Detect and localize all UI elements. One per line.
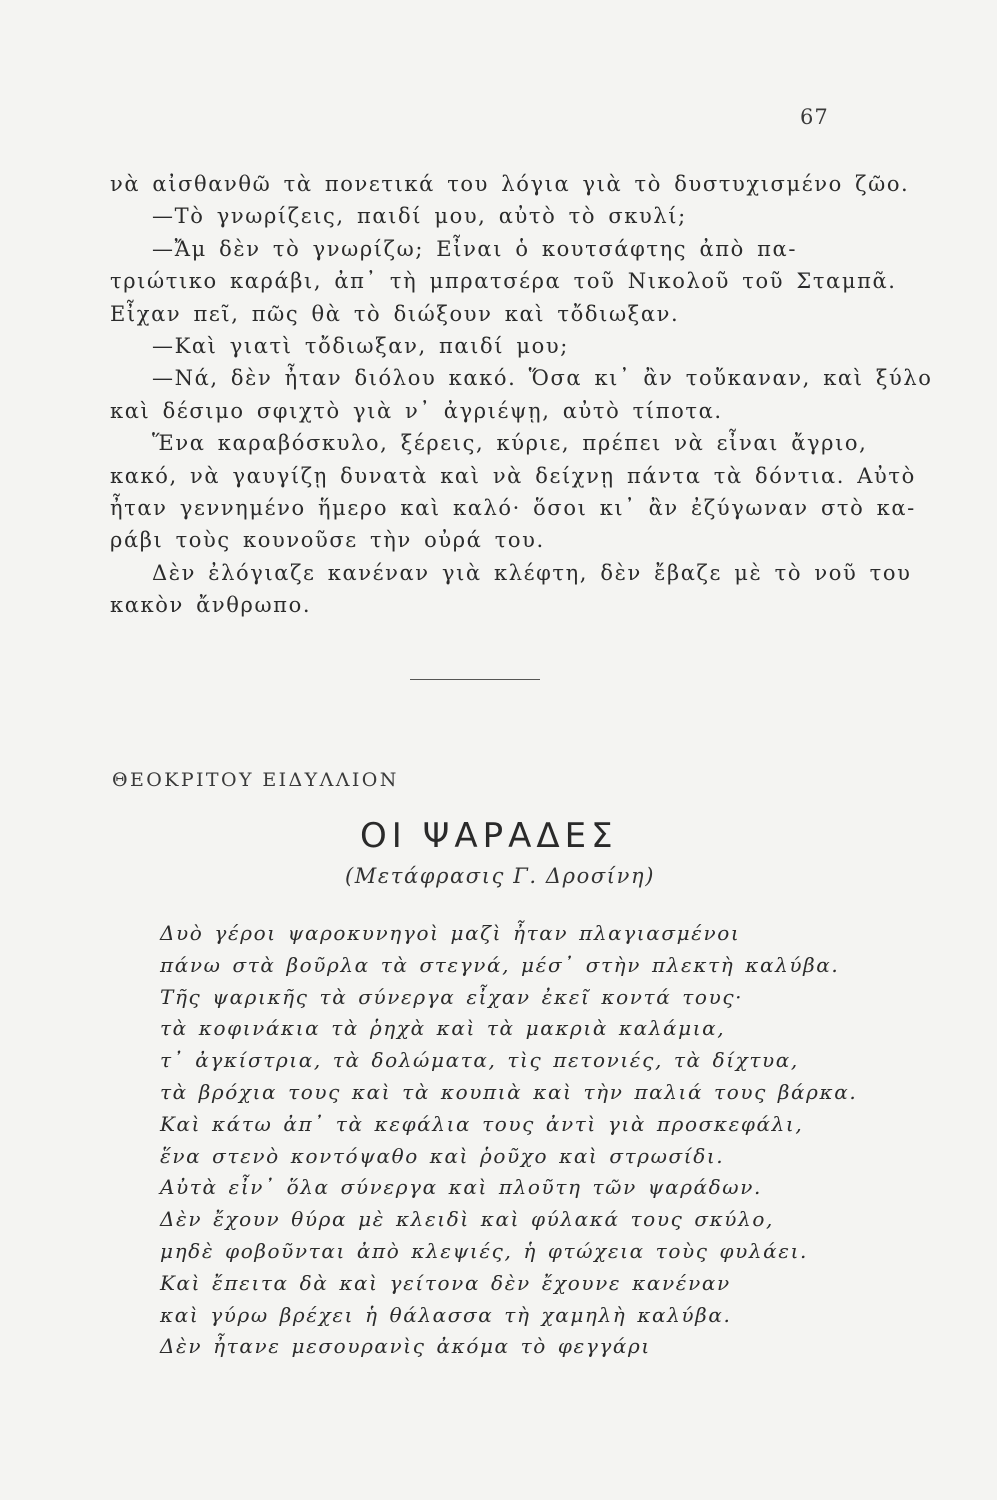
prose-line: Δὲν ἐλόγιαζε κανέναν γιὰ κλέφτη, δὲν ἔβαζε μὲ τὸ νοῦ του [152, 560, 912, 585]
poem-title: ΟΙ ΨΑΡΑΔΕΣ [360, 816, 618, 856]
section-label: ΘΕΟΚΡΙΤΟΥ ΕΙΔΥΛΛΙΟΝ [112, 769, 399, 791]
prose-line: τριώτικο καράβι, ἀπ᾿ τὴ μπρατσέρα τοῦ Νικολοῦ τοῦ Σταμπᾶ. [110, 269, 897, 294]
prose-line: —Τὸ γνωρίζεις, παιδί μου, αὐτὸ τὸ σκυλί; [152, 204, 687, 229]
prose-line: καὶ δέσιμο σφιχτὸ γιὰ ν᾿ ἀγριέψῃ, αὐτὸ τίποτα. [110, 398, 723, 423]
verse-line: τὰ κοφινάκια τὰ ῥηχὰ καὶ τὰ μακριὰ καλάμια, [160, 1016, 726, 1041]
prose-line: —Νά, δὲν ἦταν διόλου κακό. Ὅσα κι᾿ ἂν τοὔκαναν, καὶ ξύλο [152, 366, 933, 391]
prose-line: κακό, νὰ γαυγίζῃ δυνατὰ καὶ νὰ δείχνῃ πάντα τὰ δόντια. Αὐτὸ [110, 463, 916, 488]
verse-line: Δὲν ἦτανε μεσουρανὶς ἀκόμα τὸ φεγγάρι [160, 1334, 651, 1359]
prose-line: —Ἄμ δὲν τὸ γνωρίζω; Εἶναι ὁ κουτσάφτης ἀπὸ πα- [152, 236, 798, 261]
prose-line: ράβι τοὺς κουνοῦσε τὴν οὐρά του. [110, 528, 545, 553]
section-divider [410, 679, 540, 680]
verse-line: πάνω στὰ βοῦρλα τὰ στεγνά, μέσ᾿ στὴν πλεκτὴ καλύβα. [160, 952, 840, 977]
prose-line: —Καὶ γιατὶ τὄδιωξαν, παιδί μου; [152, 333, 569, 358]
prose-line: νὰ αἰσθανθῶ τὰ πονετικά του λόγια γιὰ τὸ δυστυχισμένο ζῶο. [110, 172, 910, 196]
verse-line: Καὶ κάτω ἀπ᾿ τὰ κεφάλια τους ἀντὶ γιὰ προσκεφάλι, [160, 1111, 804, 1136]
verse-line: Καὶ ἔπειτα δὰ καὶ γείτονα δὲν ἔχουνε κανέναν [160, 1270, 731, 1295]
verse-line: τὰ βρόχια τους καὶ τὰ κουπιὰ καὶ τὴν παλιά τους βάρκα. [160, 1079, 858, 1104]
translator-credit: (Μετάφρασις Γ. Δροσίνη) [345, 864, 655, 888]
verse-line: καὶ γύρω βρέχει ἡ θάλασσα τὴ χαμηλὴ καλύβα. [160, 1302, 732, 1327]
verse-line: Αὐτὰ εἶν᾿ ὅλα σύνεργα καὶ πλοῦτη τῶν ψαράδων. [160, 1175, 762, 1200]
prose-block [110, 168, 933, 621]
verse-line: Δυὸ γέροι ψαροκυνηγοὶ μαζὶ ἦταν πλαγιασμένοι [160, 921, 741, 945]
prose-line: Εἶχαν πεῖ, πῶς θὰ τὸ διώξουν καὶ τὄδιωξαν. [110, 301, 680, 326]
poem-verse [160, 918, 860, 1363]
prose-line: Ἕνα καραβόσκυλο, ξέρεις, κύριε, πρέπει νὰ εἶναι ἄγριο, [152, 431, 868, 456]
verse-line: μηδὲ φοβοῦνται ἀπὸ κλεψιές, ἡ φτώχεια τοὺς φυλάει. [160, 1238, 808, 1263]
verse-line: Τῆς ψαρικῆς τὰ σύνεργα εἶχαν ἐκεῖ κοντά τους· [160, 984, 744, 1009]
verse-line: Δὲν ἔχουν θύρα μὲ κλειδὶ καὶ φύλακά τους σκύλο, [160, 1207, 774, 1232]
verse-line: ἕνα στενὸ κοντόψαθο καὶ ῥοῦχο καὶ στρωσίδι. [160, 1143, 725, 1168]
prose-line: ἦταν γεννημένο ἥμερο καὶ καλό· ὅσοι κι᾿ ἂν ἐζύγωναν στὸ κα- [110, 495, 916, 520]
page-number: 67 [800, 105, 829, 129]
verse-line: τ᾿ ἀγκίστρια, τὰ δολώματα, τὶς πετονιές, τὰ δίχτυα, [160, 1048, 799, 1073]
prose-line: κακὸν ἄνθρωπο. [110, 593, 312, 618]
